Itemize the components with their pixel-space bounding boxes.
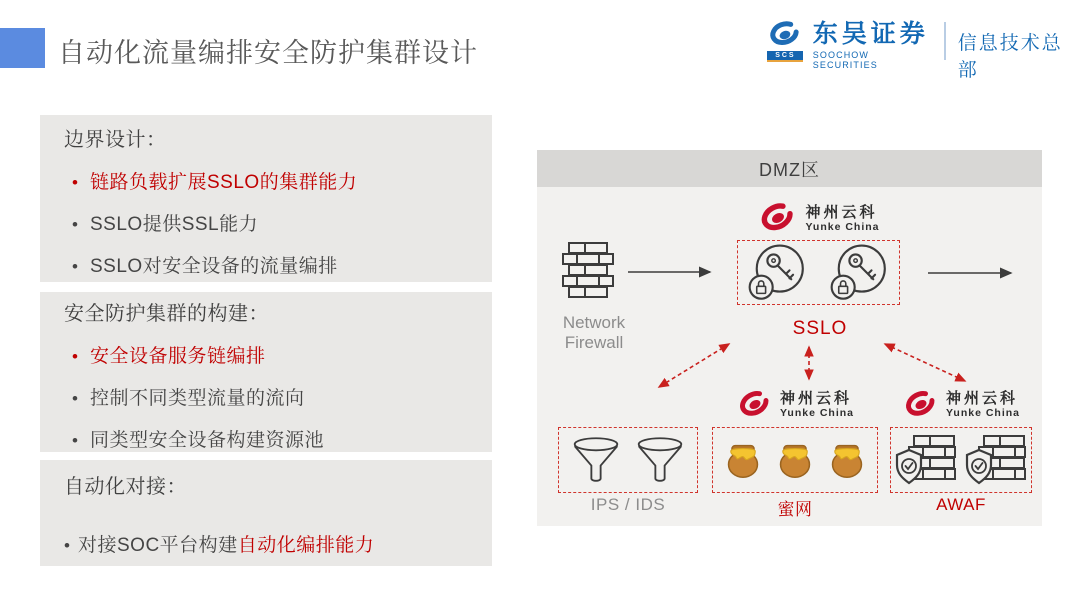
honeypot-icon	[723, 441, 763, 479]
brand-name-en: SOOCHOW SECURITIES	[812, 50, 878, 70]
highlighted-text: 自动化编排能力	[237, 535, 375, 556]
ips-ids-label: IPS / IDS	[590, 495, 666, 514]
dmz-zone	[537, 150, 1042, 526]
honeynet-box	[712, 427, 878, 493]
yunke-swirl-icon	[902, 388, 940, 421]
yunke-logo	[712, 384, 878, 424]
brand-logo	[766, 20, 1080, 82]
sslo-box	[737, 240, 900, 305]
honeypot-icon	[775, 441, 815, 479]
title-accent-bar	[0, 28, 45, 68]
funnel-icon	[569, 435, 623, 485]
brand-mark-label: SCS	[767, 51, 803, 62]
yunke-name-cn: 神州云科	[779, 389, 852, 407]
bullet-item: • SSLO对安全设备的流量编排	[64, 254, 468, 280]
bullet-item: • 链路负载扩展SSLO的集群能力	[64, 170, 468, 196]
yunke-name-en: Yunke China	[805, 220, 880, 233]
bullet-item: • 对接SOC平台构建自动化编排能力	[64, 533, 468, 559]
waf-shield-wall-icon	[895, 435, 957, 485]
panel-heading: 自动化对接：	[64, 476, 187, 498]
panel-border-design	[40, 115, 492, 282]
panel-cluster-build	[40, 292, 492, 452]
bullet-item: • 控制不同类型流量的流向	[64, 386, 468, 412]
bullet-item: • 同类型安全设备构建资源池	[64, 428, 468, 454]
yunke-name-cn: 神州云科	[805, 203, 878, 221]
ips-ids-box	[558, 427, 698, 493]
panel-heading: 安全防护集群的构建：	[64, 303, 269, 325]
waf-shield-wall-icon	[965, 435, 1027, 485]
bullet-dot	[64, 212, 90, 238]
yunke-name-en: Yunke China	[779, 406, 854, 419]
yunke-swirl-icon	[736, 388, 774, 421]
bullet-dot	[64, 344, 90, 370]
orchestration-arrow-right	[885, 344, 965, 381]
brand-divider	[944, 22, 946, 60]
bullet-dot	[64, 386, 90, 412]
department-label: 信息技术总部	[957, 33, 1063, 81]
bullet-item: • 安全设备服务链编排	[64, 344, 468, 370]
awaf-box	[890, 427, 1032, 493]
yunke-swirl-icon	[757, 200, 799, 236]
brand-text	[813, 20, 934, 70]
panel-heading: 边界设计：	[64, 129, 167, 151]
network-firewall-icon	[562, 242, 614, 298]
ssl-key-lock-icon	[745, 242, 811, 304]
sslo-label: SSLO	[792, 318, 848, 339]
yunke-name-en: Yunke China	[945, 406, 1020, 419]
funnel-icon	[633, 435, 687, 485]
dmz-zone-body	[537, 187, 1042, 526]
bullet-item: • SSLO提供SSL能力	[64, 212, 468, 238]
yunke-name-cn: 神州云科	[945, 389, 1018, 407]
ssl-key-lock-icon	[827, 242, 893, 304]
yunke-logo	[887, 384, 1035, 424]
firewall-label: Network Firewall	[562, 313, 626, 352]
honeynet-label: 蜜网	[777, 500, 813, 519]
awaf-label: AWAF	[936, 495, 986, 514]
bullet-dot	[64, 533, 78, 559]
bullet-dot	[64, 254, 90, 280]
panel-automation	[40, 460, 492, 566]
orchestration-arrow-left	[659, 344, 729, 387]
brand-name-cn: 东吴证券	[812, 20, 929, 48]
soochow-logo-mark	[766, 20, 805, 62]
page-title: 自动化流量编排安全防护集群设计	[58, 38, 478, 68]
bullet-dot	[64, 170, 90, 196]
bullet-dot	[64, 428, 90, 454]
honeypot-icon	[827, 441, 867, 479]
soochow-swirl-icon	[767, 20, 803, 50]
dmz-zone-header: DMZ区	[537, 150, 1042, 187]
yunke-logo	[737, 198, 900, 238]
